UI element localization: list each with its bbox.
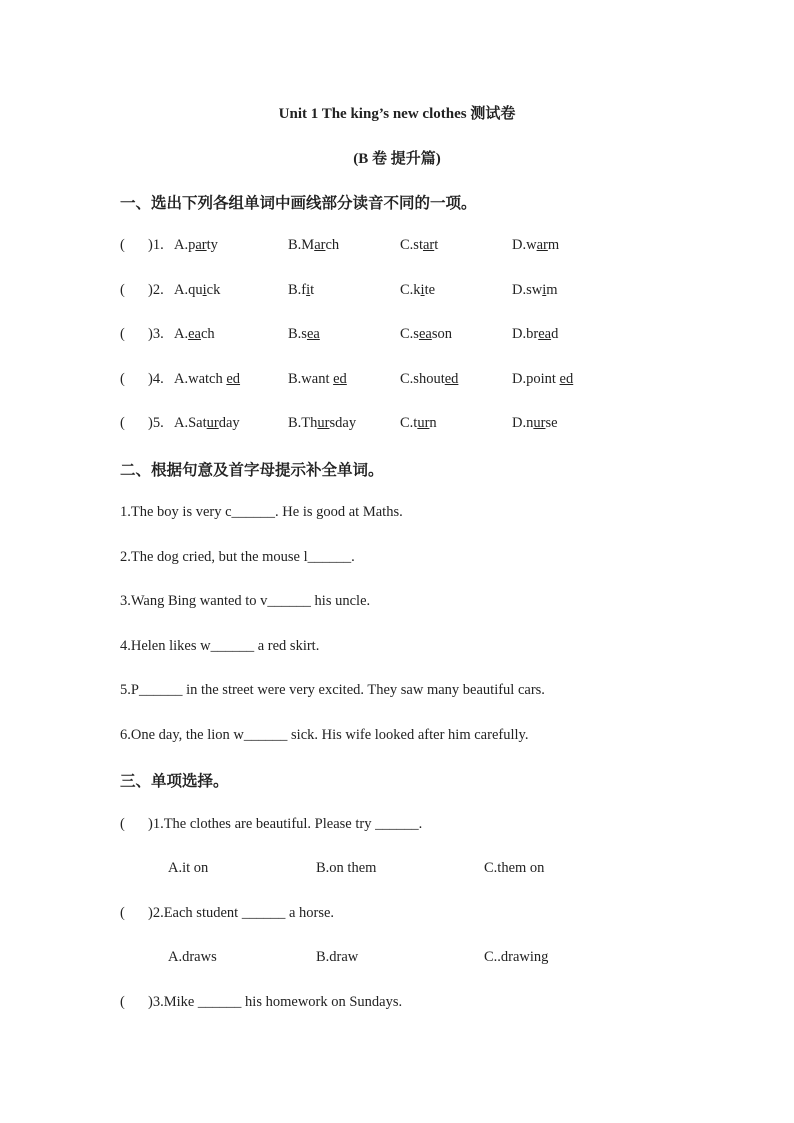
option-suffix: son bbox=[431, 326, 452, 342]
underlined-letters: i bbox=[420, 282, 425, 298]
option-prefix: A.Sat bbox=[174, 415, 207, 431]
underlined-letters: ed bbox=[333, 371, 347, 387]
underlined-letters: ur bbox=[206, 415, 219, 431]
underlined-letters: ed bbox=[444, 371, 459, 387]
option-prefix: A.watch bbox=[174, 371, 227, 387]
option-prefix: D.n bbox=[512, 415, 534, 431]
option-suffix: m bbox=[547, 237, 560, 253]
option-b[interactable] bbox=[288, 237, 339, 254]
question-number: )1. bbox=[148, 237, 164, 253]
option-c[interactable] bbox=[400, 237, 438, 254]
option-prefix: D.w bbox=[512, 237, 537, 253]
question-number: )4. bbox=[148, 371, 164, 387]
section-1-heading: 一、选出下列各组单词中画线部分读音不同的一项。 bbox=[120, 194, 477, 212]
option-prefix: B.f bbox=[288, 282, 307, 298]
answer-bracket[interactable]: ( bbox=[120, 237, 125, 253]
option-prefix: A.p bbox=[174, 237, 196, 253]
answer-bracket[interactable]: ( bbox=[120, 994, 125, 1010]
option-d[interactable] bbox=[512, 326, 558, 343]
question-number: )5. bbox=[148, 415, 164, 431]
question-number: )3. bbox=[148, 326, 164, 342]
answer-bracket[interactable]: ( bbox=[120, 282, 125, 298]
option-prefix: C.st bbox=[400, 237, 423, 253]
option-a[interactable] bbox=[174, 371, 240, 388]
fill-in-sentence: 3.Wang Bing wanted to v______ his uncle. bbox=[120, 593, 371, 609]
fill-in-sentence: 5.P______ in the street were very excited. They saw many beautiful cars. bbox=[120, 682, 545, 698]
option-suffix: t bbox=[310, 282, 315, 298]
option-a[interactable]: A.draws bbox=[168, 949, 217, 965]
option-b[interactable] bbox=[288, 371, 347, 388]
option-prefix: D.sw bbox=[512, 282, 543, 298]
option-prefix: C.shout bbox=[400, 371, 445, 387]
section-2-heading: 二、根据句意及首字母提示补全单词。 bbox=[120, 461, 384, 479]
option-suffix: d bbox=[551, 326, 559, 342]
underlined-letters: ur bbox=[317, 415, 330, 431]
underlined-letters: ea bbox=[188, 326, 201, 342]
option-prefix: A.qu bbox=[174, 282, 203, 298]
section-3-heading: 三、单项选择。 bbox=[120, 772, 229, 790]
option-suffix: sday bbox=[329, 415, 357, 431]
option-suffix: se bbox=[545, 415, 558, 431]
option-b[interactable]: B.on them bbox=[316, 860, 377, 876]
option-b[interactable] bbox=[288, 282, 314, 299]
option-prefix: B.Th bbox=[288, 415, 318, 431]
underlined-letters: i bbox=[306, 282, 311, 298]
underlined-letters: ur bbox=[417, 415, 430, 431]
option-a[interactable] bbox=[174, 237, 218, 254]
option-suffix: n bbox=[429, 415, 437, 431]
option-prefix: B.s bbox=[288, 326, 307, 342]
option-prefix: C.t bbox=[400, 415, 418, 431]
option-a[interactable] bbox=[174, 326, 215, 343]
question-stem: )2.Each student ______ a horse. bbox=[148, 905, 335, 921]
answer-bracket[interactable]: ( bbox=[120, 816, 125, 832]
option-a[interactable] bbox=[174, 282, 220, 299]
option-b[interactable] bbox=[288, 415, 356, 432]
option-suffix: day bbox=[218, 415, 240, 431]
question-stem: )1.The clothes are beautiful. Please try ______. bbox=[148, 816, 423, 832]
option-prefix: D.br bbox=[512, 326, 539, 342]
underlined-letters: ar bbox=[422, 237, 435, 253]
option-d[interactable] bbox=[512, 415, 558, 432]
option-prefix: B.want bbox=[288, 371, 334, 387]
underlined-letters: ar bbox=[195, 237, 207, 253]
answer-bracket[interactable]: ( bbox=[120, 905, 125, 921]
fill-in-sentence: 6.One day, the lion w______ sick. His wife looked after him carefully. bbox=[120, 727, 529, 743]
option-suffix: te bbox=[424, 282, 436, 298]
underlined-letters: i bbox=[542, 282, 547, 298]
option-suffix: ty bbox=[206, 237, 218, 253]
option-suffix: ch bbox=[325, 237, 340, 253]
question-stem: )3.Mike ______ his homework on Sundays. bbox=[148, 994, 403, 1010]
option-c[interactable]: C..drawing bbox=[484, 949, 549, 965]
page-subtitle: (B 卷 提升篇) bbox=[353, 151, 441, 167]
underlined-letters: ar bbox=[536, 237, 548, 253]
underlined-letters: ea bbox=[418, 326, 432, 342]
page-title: Unit 1 The king’s new clothes 测试卷 bbox=[278, 106, 516, 122]
fill-in-sentence: 4.Helen likes w______ a red skirt. bbox=[120, 638, 320, 654]
underlined-letters: ar bbox=[314, 237, 326, 253]
underlined-letters: ea bbox=[538, 326, 552, 342]
option-a[interactable]: A.it on bbox=[168, 860, 209, 876]
option-prefix: D.point bbox=[512, 371, 560, 387]
option-prefix: C.s bbox=[400, 326, 419, 342]
answer-bracket[interactable]: ( bbox=[120, 326, 125, 342]
option-prefix: B.M bbox=[288, 237, 315, 253]
option-d[interactable] bbox=[512, 282, 558, 299]
answer-bracket[interactable]: ( bbox=[120, 415, 125, 431]
option-a[interactable] bbox=[174, 415, 240, 432]
option-d[interactable] bbox=[512, 237, 559, 254]
option-b[interactable]: B.draw bbox=[316, 949, 359, 965]
option-prefix: A. bbox=[174, 326, 189, 342]
question-number: )2. bbox=[148, 282, 164, 298]
underlined-letters: i bbox=[202, 282, 207, 298]
option-c[interactable]: C.them on bbox=[484, 860, 545, 876]
fill-in-sentence: 2.The dog cried, but the mouse l______. bbox=[120, 549, 355, 565]
option-suffix: t bbox=[434, 237, 439, 253]
option-c[interactable] bbox=[400, 371, 458, 388]
option-suffix: ch bbox=[200, 326, 215, 342]
underlined-letters: ed bbox=[559, 371, 574, 387]
option-suffix: m bbox=[546, 282, 558, 298]
option-d[interactable] bbox=[512, 371, 573, 388]
option-prefix: C.k bbox=[400, 282, 421, 298]
underlined-letters: ur bbox=[533, 415, 546, 431]
underlined-letters: ea bbox=[306, 326, 320, 342]
underlined-letters: ed bbox=[226, 371, 241, 387]
option-c[interactable] bbox=[400, 282, 435, 299]
option-suffix: ck bbox=[206, 282, 221, 298]
fill-in-sentence: 1.The boy is very c______. He is good at Maths. bbox=[120, 504, 403, 520]
option-b[interactable] bbox=[288, 326, 320, 343]
option-c[interactable] bbox=[400, 415, 437, 432]
option-c[interactable] bbox=[400, 326, 452, 343]
answer-bracket[interactable]: ( bbox=[120, 371, 125, 387]
